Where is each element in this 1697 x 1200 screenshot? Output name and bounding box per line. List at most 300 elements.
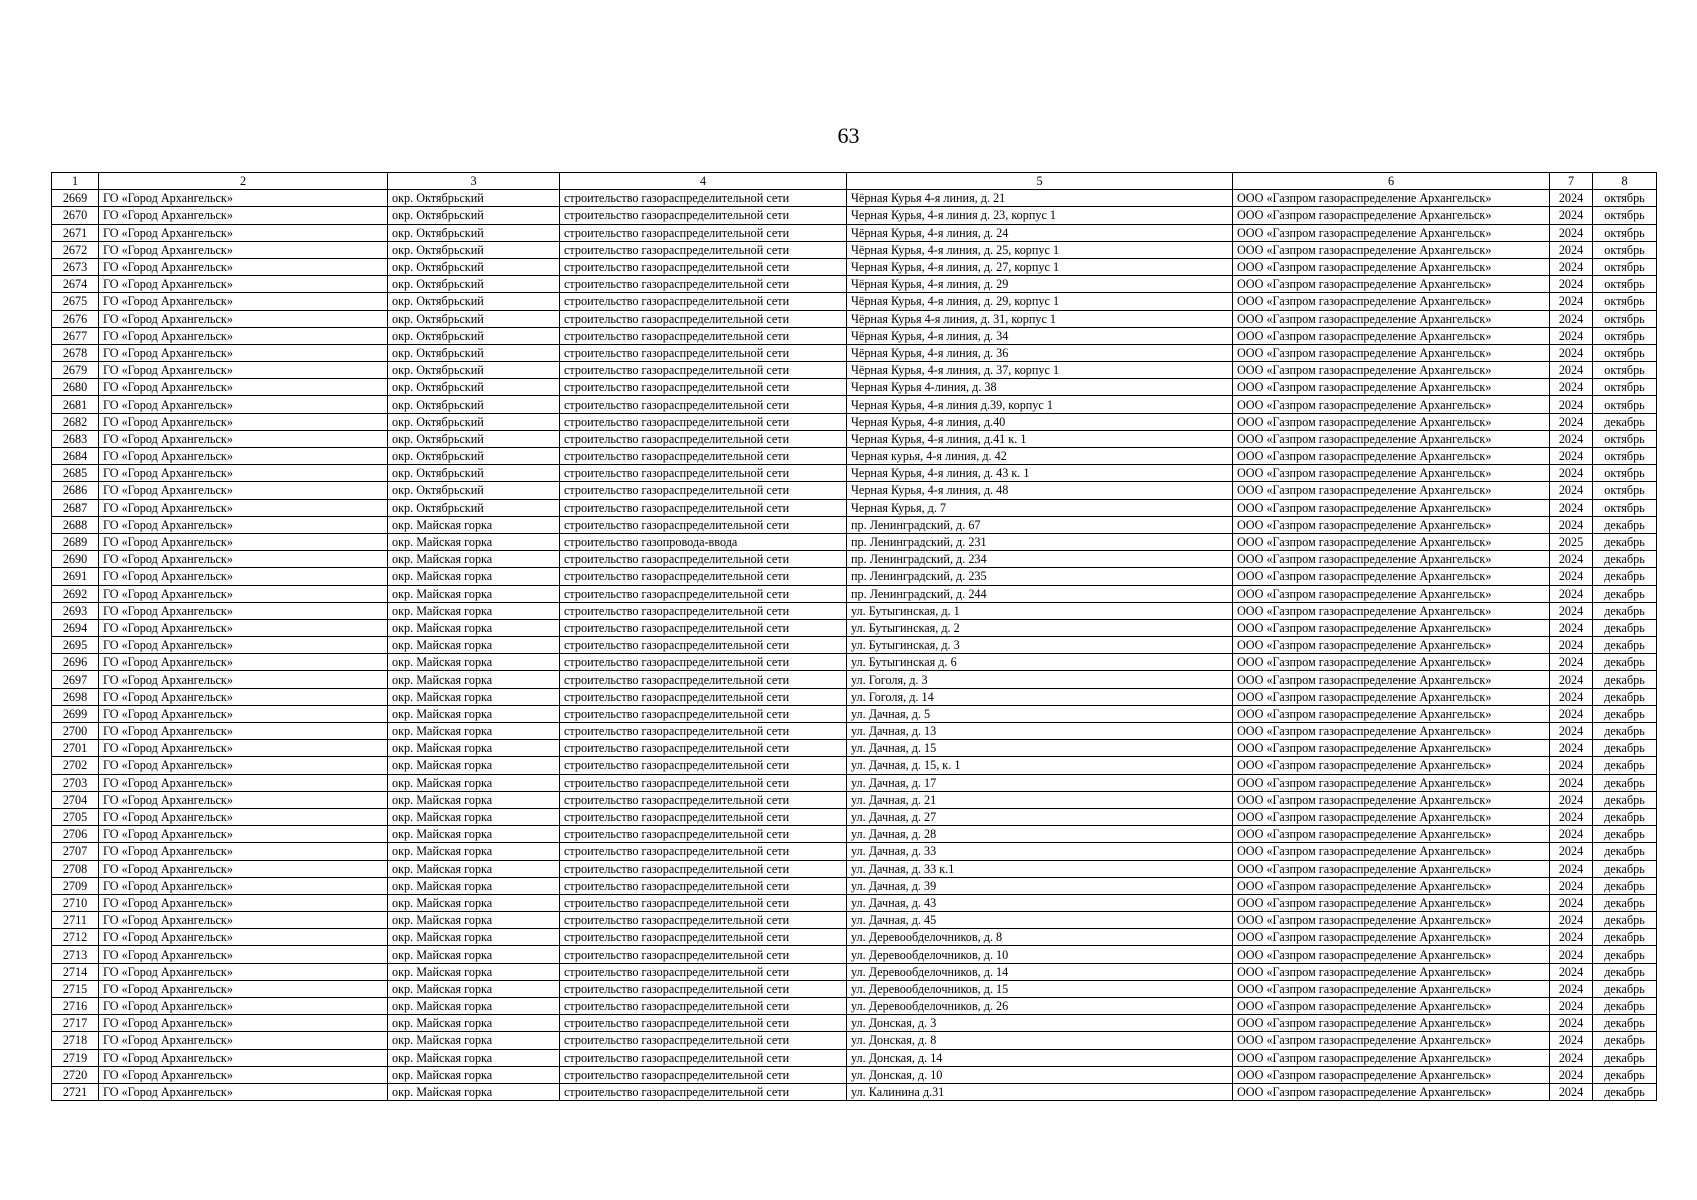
address-cell: Черная Курья, 4-я линия, д. 27, корпус 1: [847, 258, 1233, 275]
work-type-cell: строительство газораспределительной сети: [560, 826, 847, 843]
row-number: 2683: [52, 430, 99, 447]
year-cell: 2024: [1550, 327, 1593, 344]
row-number: 2717: [52, 1015, 99, 1032]
organization-cell: ООО «Газпром газораспределение Архангельск»: [1233, 791, 1550, 808]
work-type-cell: строительство газораспределительной сети: [560, 327, 847, 344]
row-number: 2687: [52, 499, 99, 516]
municipality-cell: ГО «Город Архангельск»: [99, 980, 388, 997]
row-number: 2677: [52, 327, 99, 344]
municipality-cell: ГО «Город Архангельск»: [99, 654, 388, 671]
row-number: 2713: [52, 946, 99, 963]
work-type-cell: строительство газораспределительной сети: [560, 310, 847, 327]
row-number: 2692: [52, 585, 99, 602]
row-number: 2720: [52, 1066, 99, 1083]
year-cell: 2024: [1550, 894, 1593, 911]
district-cell: окр. Октябрьский: [388, 310, 560, 327]
row-number: 2697: [52, 671, 99, 688]
district-cell: окр. Майская горка: [388, 671, 560, 688]
year-cell: 2024: [1550, 551, 1593, 568]
district-cell: окр. Октябрьский: [388, 448, 560, 465]
address-cell: ул. Донская, д. 8: [847, 1032, 1233, 1049]
month-cell: декабрь: [1593, 808, 1657, 825]
work-type-cell: строительство газораспределительной сети: [560, 843, 847, 860]
address-cell: ул. Деревообделочников, д. 26: [847, 998, 1233, 1015]
address-cell: Черная Курья, 4-я линия, д.41 к. 1: [847, 430, 1233, 447]
month-cell: декабрь: [1593, 963, 1657, 980]
year-cell: 2024: [1550, 258, 1593, 275]
register-table: [51, 172, 1657, 1101]
column-header: 3: [388, 173, 560, 190]
month-cell: декабрь: [1593, 688, 1657, 705]
address-cell: Чёрная Курья, 4-я линия, д. 29, корпус 1: [847, 293, 1233, 310]
work-type-cell: строительство газораспределительной сети: [560, 912, 847, 929]
row-number: 2701: [52, 740, 99, 757]
organization-cell: ООО «Газпром газораспределение Архангельск»: [1233, 619, 1550, 636]
work-type-cell: строительство газораспределительной сети: [560, 757, 847, 774]
year-cell: 2024: [1550, 791, 1593, 808]
address-cell: ул. Деревообделочников, д. 15: [847, 980, 1233, 997]
organization-cell: ООО «Газпром газораспределение Архангельск»: [1233, 413, 1550, 430]
year-cell: 2024: [1550, 585, 1593, 602]
row-number: 2715: [52, 980, 99, 997]
municipality-cell: ГО «Город Архангельск»: [99, 688, 388, 705]
organization-cell: ООО «Газпром газораспределение Архангельск»: [1233, 705, 1550, 722]
work-type-cell: строительство газораспределительной сети: [560, 413, 847, 430]
work-type-cell: строительство газораспределительной сети: [560, 877, 847, 894]
year-cell: 2025: [1550, 533, 1593, 550]
organization-cell: ООО «Газпром газораспределение Архангельск»: [1233, 826, 1550, 843]
work-type-cell: строительство газораспределительной сети: [560, 894, 847, 911]
row-number: 2695: [52, 637, 99, 654]
table-row: [52, 448, 1657, 465]
month-cell: декабрь: [1593, 860, 1657, 877]
row-number: 2671: [52, 224, 99, 241]
table-row: [52, 207, 1657, 224]
municipality-cell: ГО «Город Архангельск»: [99, 190, 388, 207]
work-type-cell: строительство газораспределительной сети: [560, 207, 847, 224]
work-type-cell: строительство газораспределительной сети: [560, 740, 847, 757]
table-row: [52, 499, 1657, 516]
organization-cell: ООО «Газпром газораспределение Архангельск»: [1233, 602, 1550, 619]
district-cell: окр. Октябрьский: [388, 327, 560, 344]
column-header: 7: [1550, 173, 1593, 190]
table-row: [52, 224, 1657, 241]
month-cell: декабрь: [1593, 1049, 1657, 1066]
work-type-cell: строительство газораспределительной сети: [560, 1032, 847, 1049]
municipality-cell: ГО «Город Архангельск»: [99, 929, 388, 946]
municipality-cell: ГО «Город Архангельск»: [99, 448, 388, 465]
address-cell: ул. Гоголя, д. 14: [847, 688, 1233, 705]
work-type-cell: строительство газопровода-ввода: [560, 533, 847, 550]
work-type-cell: строительство газораспределительной сети: [560, 1066, 847, 1083]
district-cell: окр. Майская горка: [388, 516, 560, 533]
year-cell: 2024: [1550, 998, 1593, 1015]
table-row: [52, 894, 1657, 911]
work-type-cell: строительство газораспределительной сети: [560, 241, 847, 258]
work-type-cell: строительство газораспределительной сети: [560, 585, 847, 602]
organization-cell: ООО «Газпром газораспределение Архангельск»: [1233, 808, 1550, 825]
organization-cell: ООО «Газпром газораспределение Архангельск»: [1233, 1049, 1550, 1066]
year-cell: 2024: [1550, 1049, 1593, 1066]
organization-cell: ООО «Газпром газораспределение Архангельск»: [1233, 929, 1550, 946]
work-type-cell: строительство газораспределительной сети: [560, 379, 847, 396]
district-cell: окр. Октябрьский: [388, 276, 560, 293]
work-type-cell: строительство газораспределительной сети: [560, 946, 847, 963]
table-row: [52, 671, 1657, 688]
column-header: 1: [52, 173, 99, 190]
table-row: [52, 791, 1657, 808]
municipality-cell: ГО «Город Архангельск»: [99, 740, 388, 757]
work-type-cell: строительство газораспределительной сети: [560, 499, 847, 516]
district-cell: окр. Майская горка: [388, 705, 560, 722]
district-cell: окр. Октябрьский: [388, 413, 560, 430]
year-cell: 2024: [1550, 1032, 1593, 1049]
month-cell: декабрь: [1593, 774, 1657, 791]
table-row: [52, 774, 1657, 791]
month-cell: декабрь: [1593, 1032, 1657, 1049]
address-cell: ул. Дачная, д. 45: [847, 912, 1233, 929]
work-type-cell: строительство газораспределительной сети: [560, 396, 847, 413]
month-cell: октябрь: [1593, 499, 1657, 516]
organization-cell: ООО «Газпром газораспределение Архангельск»: [1233, 499, 1550, 516]
municipality-cell: ГО «Город Архангельск»: [99, 516, 388, 533]
row-number: 2688: [52, 516, 99, 533]
district-cell: окр. Майская горка: [388, 998, 560, 1015]
address-cell: Чёрная Курья, 4-я линия, д. 24: [847, 224, 1233, 241]
month-cell: декабрь: [1593, 516, 1657, 533]
year-cell: 2024: [1550, 310, 1593, 327]
month-cell: декабрь: [1593, 533, 1657, 550]
district-cell: окр. Майская горка: [388, 843, 560, 860]
municipality-cell: ГО «Город Архангельск»: [99, 774, 388, 791]
municipality-cell: ГО «Город Архангельск»: [99, 585, 388, 602]
row-number: 2691: [52, 568, 99, 585]
row-number: 2714: [52, 963, 99, 980]
work-type-cell: строительство газораспределительной сети: [560, 1049, 847, 1066]
district-cell: окр. Майская горка: [388, 826, 560, 843]
organization-cell: ООО «Газпром газораспределение Архангельск»: [1233, 224, 1550, 241]
address-cell: Чёрная Курья 4-я линия, д. 31, корпус 1: [847, 310, 1233, 327]
municipality-cell: ГО «Город Архангельск»: [99, 1015, 388, 1032]
municipality-cell: ГО «Город Архангельск»: [99, 723, 388, 740]
organization-cell: ООО «Газпром газораспределение Архангельск»: [1233, 310, 1550, 327]
table-row: [52, 293, 1657, 310]
month-cell: декабрь: [1593, 1015, 1657, 1032]
row-number: 2696: [52, 654, 99, 671]
address-cell: Черная курья, 4-я линия, д. 42: [847, 448, 1233, 465]
municipality-cell: ГО «Город Архангельск»: [99, 705, 388, 722]
district-cell: окр. Октябрьский: [388, 379, 560, 396]
table-row: [52, 1066, 1657, 1083]
address-cell: ул. Дачная, д. 28: [847, 826, 1233, 843]
year-cell: 2024: [1550, 241, 1593, 258]
organization-cell: ООО «Газпром газораспределение Архангельск»: [1233, 980, 1550, 997]
month-cell: октябрь: [1593, 276, 1657, 293]
district-cell: окр. Майская горка: [388, 688, 560, 705]
district-cell: окр. Майская горка: [388, 533, 560, 550]
year-cell: 2024: [1550, 190, 1593, 207]
municipality-cell: ГО «Город Архангельск»: [99, 963, 388, 980]
district-cell: окр. Майская горка: [388, 877, 560, 894]
organization-cell: ООО «Газпром газораспределение Архангельск»: [1233, 327, 1550, 344]
month-cell: октябрь: [1593, 310, 1657, 327]
address-cell: Черная Курья, 4-я линия д.39, корпус 1: [847, 396, 1233, 413]
month-cell: октябрь: [1593, 241, 1657, 258]
year-cell: 2024: [1550, 860, 1593, 877]
table-row: [52, 757, 1657, 774]
row-number: 2710: [52, 894, 99, 911]
organization-cell: ООО «Газпром газораспределение Архангельск»: [1233, 912, 1550, 929]
table-row: [52, 980, 1657, 997]
month-cell: октябрь: [1593, 344, 1657, 361]
row-number: 2707: [52, 843, 99, 860]
row-number: 2721: [52, 1083, 99, 1100]
district-cell: окр. Октябрьский: [388, 465, 560, 482]
row-number: 2670: [52, 207, 99, 224]
month-cell: декабрь: [1593, 843, 1657, 860]
table-row: [52, 258, 1657, 275]
address-cell: ул. Донская, д. 14: [847, 1049, 1233, 1066]
municipality-cell: ГО «Город Архангельск»: [99, 791, 388, 808]
work-type-cell: строительство газораспределительной сети: [560, 293, 847, 310]
municipality-cell: ГО «Город Архангельск»: [99, 207, 388, 224]
municipality-cell: ГО «Город Архангельск»: [99, 619, 388, 636]
organization-cell: ООО «Газпром газораспределение Архангельск»: [1233, 963, 1550, 980]
month-cell: декабрь: [1593, 1066, 1657, 1083]
district-cell: окр. Октябрьский: [388, 190, 560, 207]
organization-cell: ООО «Газпром газораспределение Архангельск»: [1233, 843, 1550, 860]
month-cell: октябрь: [1593, 190, 1657, 207]
organization-cell: ООО «Газпром газораспределение Архангельск»: [1233, 207, 1550, 224]
table-row: [52, 413, 1657, 430]
district-cell: окр. Майская горка: [388, 946, 560, 963]
year-cell: 2024: [1550, 757, 1593, 774]
district-cell: окр. Октябрьский: [388, 344, 560, 361]
row-number: 2681: [52, 396, 99, 413]
month-cell: декабрь: [1593, 894, 1657, 911]
organization-cell: ООО «Газпром газораспределение Архангельск»: [1233, 723, 1550, 740]
work-type-cell: строительство газораспределительной сети: [560, 791, 847, 808]
month-cell: декабрь: [1593, 1083, 1657, 1100]
municipality-cell: ГО «Город Архангельск»: [99, 1049, 388, 1066]
work-type-cell: строительство газораспределительной сети: [560, 774, 847, 791]
organization-cell: ООО «Газпром газораспределение Архангельск»: [1233, 637, 1550, 654]
month-cell: декабрь: [1593, 877, 1657, 894]
month-cell: октябрь: [1593, 293, 1657, 310]
municipality-cell: ГО «Город Архангельск»: [99, 413, 388, 430]
year-cell: 2024: [1550, 654, 1593, 671]
column-header: 6: [1233, 173, 1550, 190]
address-cell: пр. Ленинградский, д. 235: [847, 568, 1233, 585]
work-type-cell: строительство газораспределительной сети: [560, 671, 847, 688]
table-row: [52, 1015, 1657, 1032]
work-type-cell: строительство газораспределительной сети: [560, 190, 847, 207]
district-cell: окр. Октябрьский: [388, 482, 560, 499]
district-cell: окр. Октябрьский: [388, 258, 560, 275]
month-cell: декабрь: [1593, 619, 1657, 636]
table-row: [52, 585, 1657, 602]
table-row: [52, 551, 1657, 568]
row-number: 2680: [52, 379, 99, 396]
row-number: 2675: [52, 293, 99, 310]
table-row: [52, 963, 1657, 980]
organization-cell: ООО «Газпром газораспределение Архангельск»: [1233, 654, 1550, 671]
year-cell: 2024: [1550, 843, 1593, 860]
organization-cell: ООО «Газпром газораспределение Архангельск»: [1233, 448, 1550, 465]
address-cell: Черная Курья, 4-я линия, д.40: [847, 413, 1233, 430]
year-cell: 2024: [1550, 207, 1593, 224]
month-cell: октябрь: [1593, 224, 1657, 241]
table-row: [52, 826, 1657, 843]
district-cell: окр. Майская горка: [388, 929, 560, 946]
district-cell: окр. Майская горка: [388, 912, 560, 929]
year-cell: 2024: [1550, 1066, 1593, 1083]
row-number: 2698: [52, 688, 99, 705]
table-row: [52, 688, 1657, 705]
row-number: 2685: [52, 465, 99, 482]
address-cell: ул. Деревообделочников, д. 14: [847, 963, 1233, 980]
organization-cell: ООО «Газпром газораспределение Архангельск»: [1233, 516, 1550, 533]
organization-cell: ООО «Газпром газораспределение Архангельск»: [1233, 688, 1550, 705]
address-cell: ул. Бутыгинская, д. 2: [847, 619, 1233, 636]
work-type-cell: строительство газораспределительной сети: [560, 808, 847, 825]
row-number: 2712: [52, 929, 99, 946]
month-cell: декабрь: [1593, 998, 1657, 1015]
month-cell: октябрь: [1593, 379, 1657, 396]
work-type-cell: строительство газораспределительной сети: [560, 688, 847, 705]
column-header: 8: [1593, 173, 1657, 190]
year-cell: 2024: [1550, 619, 1593, 636]
page-number: 63: [837, 123, 860, 148]
table-row: [52, 998, 1657, 1015]
district-cell: окр. Майская горка: [388, 654, 560, 671]
organization-cell: ООО «Газпром газораспределение Архангельск»: [1233, 533, 1550, 550]
year-cell: 2024: [1550, 946, 1593, 963]
year-cell: 2024: [1550, 826, 1593, 843]
organization-cell: ООО «Газпром газораспределение Архангельск»: [1233, 344, 1550, 361]
district-cell: окр. Майская горка: [388, 1015, 560, 1032]
table-row: [52, 276, 1657, 293]
year-cell: 2024: [1550, 224, 1593, 241]
year-cell: 2024: [1550, 379, 1593, 396]
row-number: 2719: [52, 1049, 99, 1066]
district-cell: окр. Майская горка: [388, 963, 560, 980]
year-cell: 2024: [1550, 963, 1593, 980]
district-cell: окр. Октябрьский: [388, 207, 560, 224]
district-cell: окр. Майская горка: [388, 551, 560, 568]
row-number: 2689: [52, 533, 99, 550]
month-cell: декабрь: [1593, 740, 1657, 757]
organization-cell: ООО «Газпром газораспределение Архангельск»: [1233, 379, 1550, 396]
table-row: [52, 637, 1657, 654]
work-type-cell: строительство газораспределительной сети: [560, 344, 847, 361]
work-type-cell: строительство газораспределительной сети: [560, 723, 847, 740]
organization-cell: ООО «Газпром газораспределение Архангельск»: [1233, 241, 1550, 258]
district-cell: окр. Октябрьский: [388, 362, 560, 379]
row-number: 2673: [52, 258, 99, 275]
table-row: [52, 516, 1657, 533]
row-number: 2705: [52, 808, 99, 825]
row-number: 2711: [52, 912, 99, 929]
table-row: [52, 465, 1657, 482]
municipality-cell: ГО «Город Архангельск»: [99, 465, 388, 482]
district-cell: окр. Октябрьский: [388, 430, 560, 447]
district-cell: окр. Майская горка: [388, 774, 560, 791]
month-cell: декабрь: [1593, 654, 1657, 671]
month-cell: октябрь: [1593, 258, 1657, 275]
month-cell: октябрь: [1593, 327, 1657, 344]
address-cell: Черная Курья, д. 7: [847, 499, 1233, 516]
work-type-cell: строительство газораспределительной сети: [560, 551, 847, 568]
year-cell: 2024: [1550, 808, 1593, 825]
table-row: [52, 396, 1657, 413]
year-cell: 2024: [1550, 912, 1593, 929]
table-row: [52, 1083, 1657, 1100]
municipality-cell: ГО «Город Архангельск»: [99, 499, 388, 516]
work-type-cell: строительство газораспределительной сети: [560, 602, 847, 619]
year-cell: 2024: [1550, 705, 1593, 722]
month-cell: октябрь: [1593, 396, 1657, 413]
year-cell: 2024: [1550, 774, 1593, 791]
municipality-cell: ГО «Город Архангельск»: [99, 998, 388, 1015]
month-cell: декабрь: [1593, 929, 1657, 946]
district-cell: окр. Майская горка: [388, 894, 560, 911]
organization-cell: ООО «Газпром газораспределение Архангельск»: [1233, 190, 1550, 207]
organization-cell: ООО «Газпром газораспределение Архангельск»: [1233, 362, 1550, 379]
month-cell: октябрь: [1593, 448, 1657, 465]
table-row: [52, 533, 1657, 550]
municipality-cell: ГО «Город Архангельск»: [99, 241, 388, 258]
district-cell: окр. Майская горка: [388, 1083, 560, 1100]
municipality-cell: ГО «Город Архангельск»: [99, 912, 388, 929]
year-cell: 2024: [1550, 344, 1593, 361]
municipality-cell: ГО «Город Архангельск»: [99, 327, 388, 344]
organization-cell: ООО «Газпром газораспределение Архангельск»: [1233, 276, 1550, 293]
table-row: [52, 310, 1657, 327]
table-row: [52, 327, 1657, 344]
municipality-cell: ГО «Город Архангельск»: [99, 843, 388, 860]
year-cell: 2024: [1550, 293, 1593, 310]
district-cell: окр. Майская горка: [388, 585, 560, 602]
work-type-cell: строительство газораспределительной сети: [560, 998, 847, 1015]
address-cell: пр. Ленинградский, д. 67: [847, 516, 1233, 533]
table-row: [52, 482, 1657, 499]
row-number: 2700: [52, 723, 99, 740]
organization-cell: ООО «Газпром газораспределение Архангельск»: [1233, 258, 1550, 275]
municipality-cell: ГО «Город Архангельск»: [99, 877, 388, 894]
address-cell: Черная Курья, 4-я линия, д. 43 к. 1: [847, 465, 1233, 482]
year-cell: 2024: [1550, 276, 1593, 293]
work-type-cell: строительство газораспределительной сети: [560, 276, 847, 293]
municipality-cell: ГО «Город Архангельск»: [99, 637, 388, 654]
year-cell: 2024: [1550, 877, 1593, 894]
table-row: [52, 877, 1657, 894]
municipality-cell: ГО «Город Архангельск»: [99, 293, 388, 310]
organization-cell: ООО «Газпром газораспределение Архангельск»: [1233, 740, 1550, 757]
row-number: 2669: [52, 190, 99, 207]
address-cell: пр. Ленинградский, д. 231: [847, 533, 1233, 550]
organization-cell: ООО «Газпром газораспределение Архангельск»: [1233, 877, 1550, 894]
municipality-cell: ГО «Город Архангельск»: [99, 482, 388, 499]
municipality-cell: ГО «Город Архангельск»: [99, 946, 388, 963]
district-cell: окр. Майская горка: [388, 791, 560, 808]
month-cell: декабрь: [1593, 946, 1657, 963]
municipality-cell: ГО «Город Архангельск»: [99, 276, 388, 293]
municipality-cell: ГО «Город Архангельск»: [99, 430, 388, 447]
table-row: [52, 912, 1657, 929]
district-cell: окр. Майская горка: [388, 568, 560, 585]
address-cell: Черная Курья, 4-я линия д. 23, корпус 1: [847, 207, 1233, 224]
